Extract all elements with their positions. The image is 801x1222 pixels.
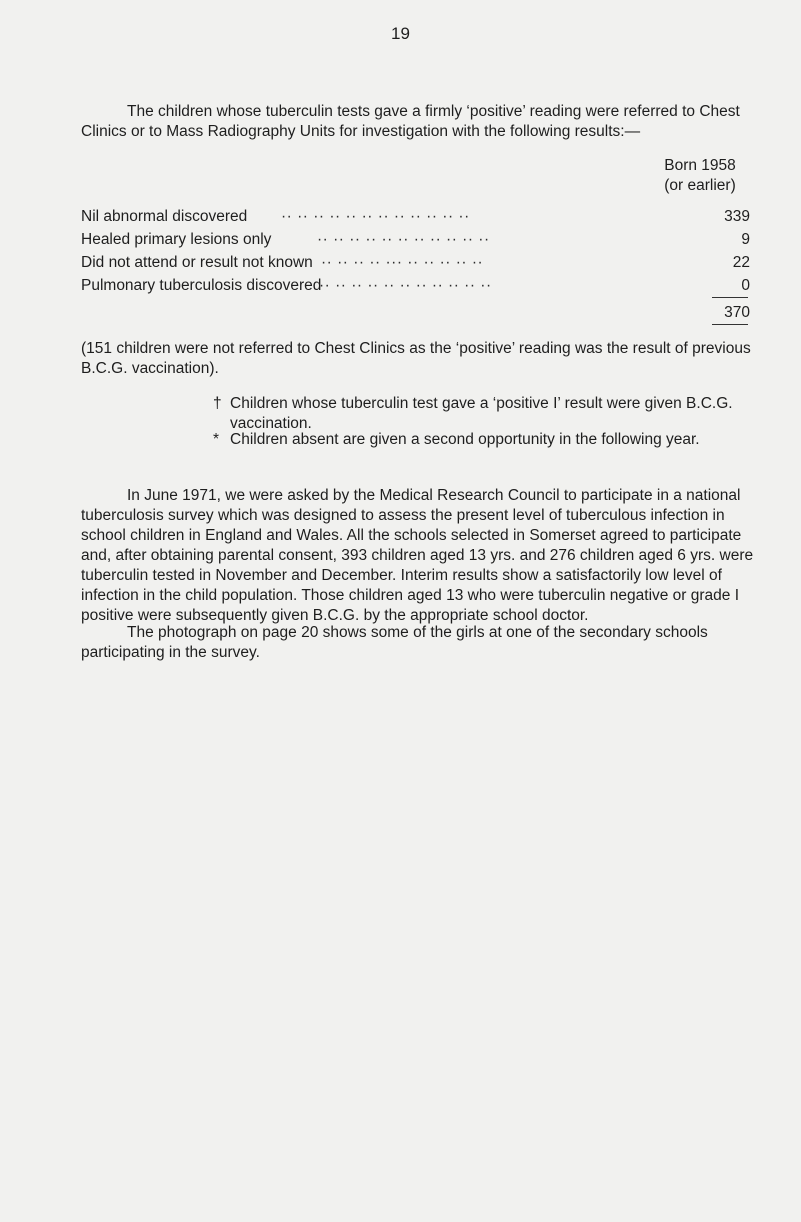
dot-leader: ·· ·· ·· ·· ·· ·· ·· ·· ·· ·· ·· ·· bbox=[281, 208, 470, 225]
footnote-text: Children whose tuberculin test gave a ‘positive I’ result were given B.C.G. vaccination. bbox=[230, 395, 733, 432]
results-row bbox=[81, 253, 750, 273]
column-header bbox=[650, 156, 750, 196]
column-header-line2: (or earlier) bbox=[664, 177, 736, 194]
dot-leader: ·· ·· ·· ·· ··· ·· ·· ·· ·· ·· bbox=[321, 254, 484, 271]
results-row-value: 339 bbox=[724, 208, 750, 225]
dot-leader: ·· ·· ·· ·· ·· ·· ·· ·· ·· ·· ·· bbox=[319, 277, 492, 294]
footnote-asterisk bbox=[213, 430, 770, 450]
survey-paragraph: In June 1971, we were asked by the Medical Research Council to participate in a national tuberculosis survey which was designed to assess the present level of tuberculous infection in school children in England and Wales. All the schools selected in Somerset agreed to participate and, after obtaining parental consent, 393 children aged 13 yrs. and 276 children aged 6 yrs. were tuberculin tested in November and December. Interim results show a satisfactorily low level of infection in the child population. Those children aged 13 who were tuberculin negative or grade I positive were subsequently given B.C.G. by the appropriate school doctor. bbox=[81, 487, 754, 624]
total-rule-top bbox=[712, 297, 748, 298]
results-row-value: 0 bbox=[741, 277, 750, 294]
results-row-value: 22 bbox=[732, 254, 750, 271]
total-rule-bottom bbox=[712, 324, 748, 325]
dagger-mark: † bbox=[213, 395, 222, 412]
results-row bbox=[81, 276, 750, 296]
footnote-text: Children absent are given a second opportunity in the following year. bbox=[230, 431, 700, 448]
intro-paragraph: The children whose tuberculin tests gave a firmly ‘positive’ reading were referred to Chest Clinics or to Mass Radiography Units for investigation with the following results:— bbox=[81, 103, 740, 140]
column-header-line1: Born 1958 bbox=[664, 157, 736, 174]
results-row-label: Did not attend or result not known bbox=[81, 254, 313, 271]
results-row-label: Healed primary lesions only bbox=[81, 231, 272, 248]
footnote-dagger bbox=[213, 394, 770, 434]
page-number: 19 bbox=[391, 24, 410, 43]
dot-leader: ·· ·· ·· ·· ·· ·· ·· ·· ·· ·· ·· bbox=[317, 231, 490, 248]
results-row-value: 9 bbox=[741, 231, 750, 248]
results-row-label: Pulmonary tuberculosis discovered bbox=[81, 277, 322, 294]
results-row bbox=[81, 230, 750, 250]
not-referred-paragraph: (151 children were not referred to Chest Clinics as the ‘positive’ reading was the result of previous B.C.G. vaccination). bbox=[81, 340, 751, 377]
results-row bbox=[81, 207, 750, 227]
results-total: 370 bbox=[724, 304, 750, 321]
asterisk-mark: * bbox=[213, 431, 220, 448]
photo-paragraph: The photograph on page 20 shows some of the girls at one of the secondary schools participating in the survey. bbox=[81, 624, 708, 661]
results-row-label: Nil abnormal discovered bbox=[81, 208, 248, 225]
